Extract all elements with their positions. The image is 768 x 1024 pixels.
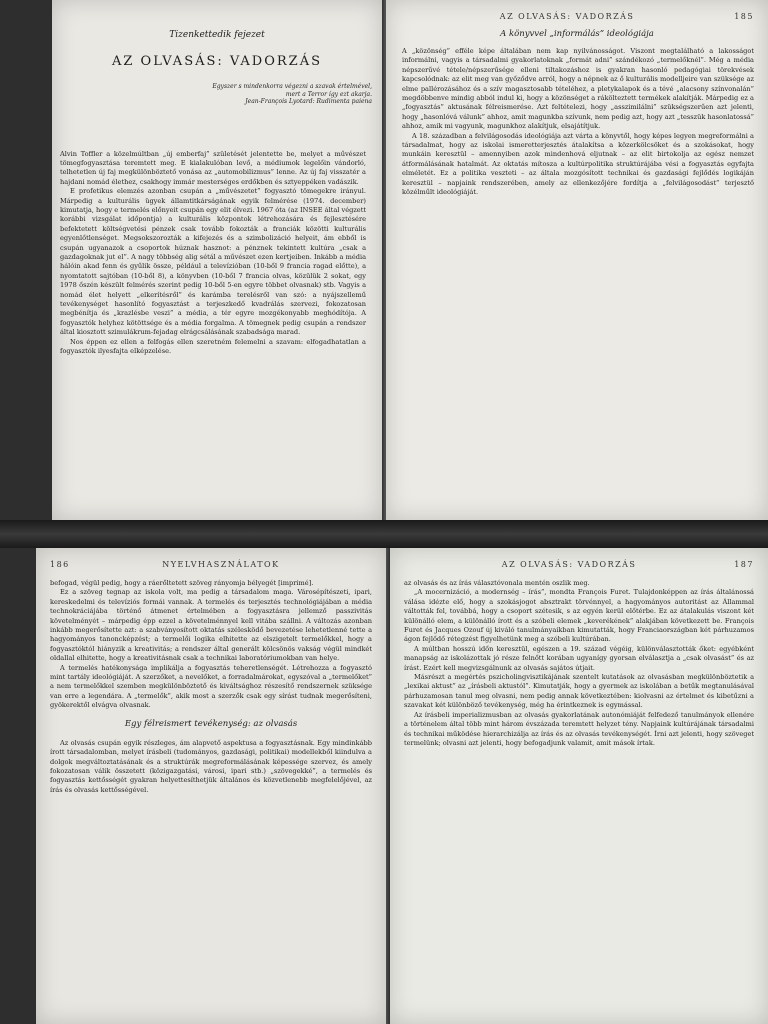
paragraph: az olvasás és az írás választóvonala mentén oszlik meg. [404, 579, 590, 587]
paragraph: A 18. században a felvilágosodás ideológiája azt várta a könyvtől, hogy képes legyen megreformálni a társadalmat, hogy az iskolai ismeretterjesztés átalakítsa a közerkölcsöket és a szokásokat, hogy munkáin keresztül – amennyiben azok mindenhová eljutnak – az elit birtokolja az egész nemzet átformálásának hatalmát. Az oktatás mítosza a kultúrpolitika struktúrájába vési a fogyasztás egyfajta elméletét. Ez a politika veszteti – az általa mozgósított technikai és gazdasági fejlődés logikáján keresztül – napjaink rendszerében, amely az ellenkezőjére fordítja a „felvilágosodást” terjesztő közélműlt ideológiáját. [402, 131, 754, 197]
paragraph: Az írásbeli imperializmusban az olvasás gyakorlatának autonómiáját felfedező tanulmányok ellenére a történelem által több mint három évszázada teremtett helyzet tény. Napjaink kultúrájának társadalmi és technikai működése hierarchizálja az írás és az olvasás tevékenységét. Írni azt jelenti, hogy szöveget termelünk; olvasni azt jelenti, hogy befogadjunk valamit, amit mások írtak. [404, 710, 754, 747]
body-text [36, 579, 386, 711]
page-number: 186 [50, 560, 70, 569]
page-185 [386, 0, 768, 520]
epigraph-line: Egyszer s mindenkorra végezni a szavak értelmével, [212, 83, 372, 90]
body-text [390, 579, 768, 748]
running-head: AZ OLVASÁS: VADORZÁS [499, 12, 635, 21]
paragraph: „A mocernizáció, a modernség – írás”, mondta François Furet. Tulajdonképpen az írás általánossá válása idézte elő, hogy a szokásjogot absztrakt törvénnyel, a hagyományos autoritást az Állammal váltották fel, továbbá, hogy a csoport szétesik, s az egyén kerül előtérbe. Ez az átalakulás viszont két különálló elem, a különálló írott és a szóbeli elemek „keverékének” alakjában következett be. François Furet és Jacques Ozouf új kiváló tanulmányaikban kimutatták, hogy Franciaországban két párhuzamos ágon fejlődő rétegzést figyelhetünk meg a szóbeli kultúrában. [404, 588, 754, 644]
page-187 [390, 548, 768, 1024]
paragraph: Másrészt a megértés pszicholingvisztikájának szentelt kutatások az olvasásban megkülönböztetik a „lexikai aktust” az „írásbeli aktustól”. Kimutatják, hogy a gyermek az iskolában a betűk megtanulásával párhuzamosan tanul meg olvasni, nem pedig annak következtében: kiolvasni az értelmet és kibetűzni a szavakat két különböző tevékenység, még ha érintkeznek is egymással. [404, 673, 754, 710]
body-text-after [36, 739, 386, 795]
paragraph: Ez a szöveg tegnap az iskola volt, ma pedig a társadalom maga. Városépítészeti, ipari, kereskedelmi és televíziós formái vannak. A termelés és terjesztés technológiájában a média technokráciájába történő átmenet értelmében a fogyasztásra jellemző passzivitás követelményét – márpedig épp ezzel a követelménnyel kell vitába szállni. A változás azonban inkább megerősítette azt: a szabványosított oktatás szélesködő bevezetése lehetetlenné tette a hagyományos tanoncképzést; a termelői logika elhitette az elszigetelt termelőkkel, hogy a fogyasztóktól hiányzik a kreativitás; a rendszer által generált kölcsönös vakság végül mindkét oldallal elhitette, hogy a kreativitásnak csak a technikai laboratóriumokban van helye. [50, 588, 372, 663]
paragraph: Az olvasás csupán egyik részleges, ám alapvető aspektusa a fogyasztásnak. Egy mindinkább írott társadalomban, melyet írásbeli (tudományos, gazdasági, politikai) modellekből kiindulva a dolgok megváltoztatásának és a struktúrák megreformálásának képessége szervez, és amely fokozatosan válik összetett (közigazgatási, városi, ipari stb.) „szövegekké”, a termelés és fogyasztás kettősségét gyakran helyettesíthetjük általános és közvetlenebb megfelelőjével, az írás és olvasás kettősségével. [50, 738, 372, 794]
running-head-bar [390, 560, 768, 569]
running-head: AZ OLVASÁS: VADORZÁS [501, 560, 637, 569]
scan-separator [0, 520, 768, 548]
body-text [52, 150, 382, 357]
paragraph: Nos éppen ez ellen a felfogás ellen szeretném felemelni a szavam: elfogadhatatlan a fogyasztók ilyesfajta elképzelése. [60, 337, 366, 356]
paragraph: Alvin Toffler a közelmúltban „új emberfaj” születését jelentette be, melyet a művészet tömegfogyasztása teremtett meg. E kialakulóban levő, a médiumok legelőin vándorló, telhetetlen új faj megkülönböztető vonása az „automobilizmus” lenne. Az új faj visszatér a hajdani nomád élethez, csakhogy immár mesterséges erdőkben és sztyeppéken vadászik. [60, 149, 366, 186]
section-title: Egy félreismert tevékenység: az olvasás [124, 718, 298, 729]
page-chapter-opening [52, 0, 382, 520]
paragraph: A termelés hatékonysága implikálja a fogyasztás teheretlenségét. Létrehozza a fogyasztó mint tartály ideológiáját. A szerzőket, a nevelőket, a forradalmárokat, egyszóval a „termelőket” a nem termelőkkel szemben megkülönböztető és kiváltsághoz részesítő rendszernek szüksége van erre a legendára. A „termelők”, akik most a szerzők csak egy sírást tudnak megerősíteni, gyökerektől elvágva olvasnak. [50, 663, 372, 710]
chapter-title: AZ OLVASÁS: VADORZÁS [112, 54, 322, 69]
paragraph: A „közönség” efféle képe általában nem kap nyilvánosságot. Viszont megtalálható a lakosságot informálni, vagyis a társadalmi gyakorlatoknak „formát adni” szándékozó „termelőknél”. Még a média népszerűvé tétele/népszerűsége elleni tiltakozáshoz is gyakran hasonló pedagógiai törekvések kapcsolódnak: az elit meg van győződve arról, hogy a népnek az ő kulturális modelljeire van szüksége az elme pallérozásához és a szív magasztosabb tételéhez, a pletykalapok és a tévé „alacsony színvonalán” megdöbbenve mindig abból indul ki, hogy a közönséget a rákölteztett termékek alakítják. Márpedig ez a „fogyasztás” aktusának félreismerése. Azt feltételezi, hogy „asszimilálni” szükségszerűen azt jelenti, hogy „hasonlóvá válunk” ahhoz, amit magunkba szívunk, nem pedig azt, hogy azt „tesszük hasonlatossá” ahhoz, amik mi vagyunk, magunkhoz alakítjuk, elsajátítjuk. [402, 47, 754, 131]
paragraph: E profetikus elemzés azonban csupán a „művészetet” fogyasztó tömegekre irányul. Márpedig a kulturális ügyek államtitkárságának egyik felmérése (1974. december) kimutatja, hogy e termelés előnyeit csupán egy elit élvezi. 1967 óta (az INSEE által végzett korábbi vizsgálat időpontja) a kulturális központok létrehozására és fejlesztésére befektetett költségvetési pénzek csak tovább fokozták a franciák közötti kulturális egyenlőtlenséget. Megsokszorozták a kifejezés és a szimbolizáció helyeit, ám ebből is csupán ugyanazok a csoportok húznak hasznot: a pénznek tekintett kultúra „csak a gazdagoknak jut el”. A nagy többség alig sétál a művészet ezen kertjeiben. Inkább a média hálóin akad fenn és gyűlik össze, például a televízióban (10-ből 9 francia ragad előtte), a nyomtatott sajtóban (10-ből 8), a könyvben (10-ből 7 francia olvas, közülük 2 sokat, egy 1978 őszén készült felmérés szerint pedig 10-ből 5-en egyre többet olvasnak) stb. Vagyis a nomád élet helyett „elkerítésről” és karámba terelésről van szó: a nyájszellemű tevékenységet hasonlító fogyasztást a terjeszkedő kvadrálás szervezi, fokozatosan megbénítja és „krazlésbe veszi” a média, a tér egyre mozgékonyabb meghódítója. A fogyasztók helyhez kötöttsége és a média forgalma. A tömegnek pedig csupán a rendszer által kiosztott szimulákrum-fejadag elrágcsálásának szabadsága marad. [60, 187, 366, 337]
paragraph: befogad, végül pedig, hogy a ráerőltetett szöveg rányomja bélyegét [imprimé]. [50, 579, 314, 587]
epigraph [172, 83, 372, 106]
epigraph-attribution: Jean-François Lyotard: Rudimenta paiena [245, 98, 372, 105]
running-head: NYELVHASZNÁLATOK [162, 560, 280, 569]
page-186 [36, 548, 386, 1024]
epigraph-line: mert a Terror így ezt akarja. [285, 90, 372, 98]
page-number: 185 [734, 12, 754, 21]
body-text [386, 47, 768, 198]
running-head-bar [36, 560, 386, 569]
chapter-label: Tizenkettedik fejezet [169, 30, 265, 40]
paragraph: A múltban hosszú időn keresztül, egészen a 19. század végéig, különválasztották őket: egyébként manapság az iskolázottak jó része felnőtt korában ugyanígy gyorsan elválasztja a „csak olvasást” és az írást. Ezért kell megvizsgálnunk az olvasás sajátos útjait. [404, 644, 754, 672]
running-head-bar [386, 12, 768, 21]
section-title: A könyvvel „informálás” ideológiája [500, 29, 654, 39]
page-number: 187 [734, 560, 754, 569]
